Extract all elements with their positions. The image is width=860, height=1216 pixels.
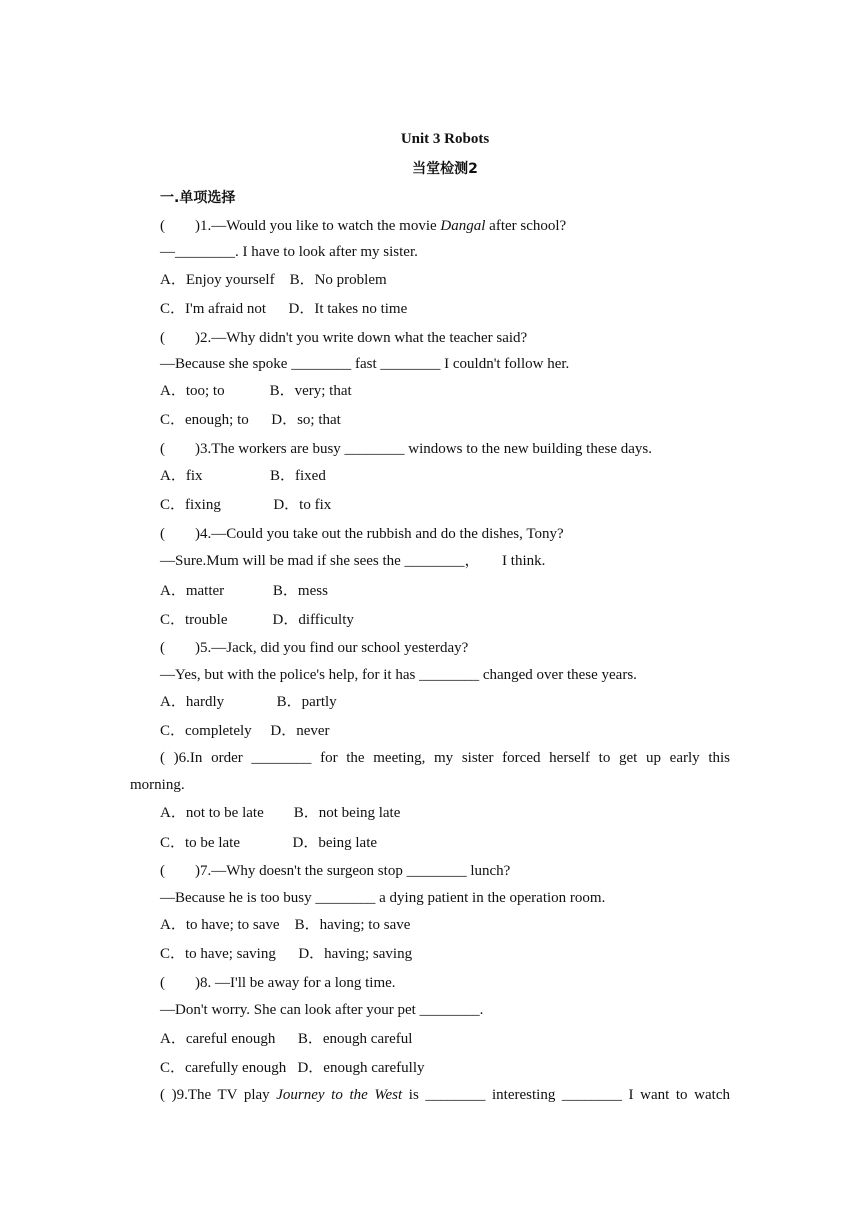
question-7-stem: ( )7.—Why doesn't the surgeon stop ________ lunch?: [160, 863, 511, 879]
question-4-option-a[interactable]: A．matter: [160, 583, 225, 599]
question-1-option-a[interactable]: A．Enjoy yourself: [160, 272, 275, 288]
question-3-options-ab: [160, 466, 326, 486]
question-8-options-ab: [160, 1029, 412, 1049]
question-6-stem: ( )6.In order ________ for the meeting, my sister forced herself to get up early this: [160, 750, 730, 766]
question-5-option-c[interactable]: C．completely: [160, 723, 252, 739]
question-6-option-c[interactable]: C．to be late: [160, 835, 240, 851]
question-4-option-c[interactable]: C．trouble: [160, 612, 228, 628]
question-1-response: —________. I have to look after my sister.: [160, 244, 418, 260]
question-3-option-d[interactable]: D．to fix: [273, 497, 332, 513]
question-9-stem: [160, 1087, 730, 1104]
question-8-option-b[interactable]: B．enough careful: [297, 1031, 413, 1047]
document-title: Unit 3 Robots: [400, 131, 490, 147]
question-1-movie-title: Dangal: [440, 218, 486, 234]
question-5-option-b[interactable]: B．partly: [276, 694, 337, 710]
question-2-options-ab: [160, 381, 352, 401]
question-4-response: —Sure.Mum will be mad if she sees the ________， I think.: [160, 553, 546, 569]
question-3-option-b[interactable]: B．fixed: [270, 468, 326, 484]
question-3-option-c[interactable]: C．fixing: [160, 497, 221, 513]
question-6-option-b[interactable]: B．not being late: [293, 805, 401, 821]
question-1-stem: [160, 216, 566, 236]
question-1-option-d[interactable]: D．It takes no time: [288, 301, 408, 317]
question-8-response: —Don't worry. She can look after your pet ________.: [160, 1002, 484, 1018]
question-1-stem-text: ( )1.—Would you like to watch the movie: [160, 218, 441, 234]
question-3-options-cd: [160, 495, 331, 515]
question-8-option-c[interactable]: C．carefully enough: [160, 1060, 287, 1076]
question-5-options-ab: [160, 692, 337, 712]
question-7-options-ab: [160, 915, 410, 935]
question-2-option-a[interactable]: A．too; to: [160, 383, 225, 399]
question-9-stem-tail: is ________ interesting ________ I want to watch: [402, 1087, 730, 1103]
question-1-options-cd: [160, 299, 407, 319]
question-6-option-a[interactable]: A．not to be late: [160, 805, 264, 821]
question-1-option-c[interactable]: C．I'm afraid not: [160, 301, 267, 317]
question-8-option-d[interactable]: D．enough carefully: [297, 1060, 425, 1076]
question-5-option-a[interactable]: A．hardly: [160, 694, 225, 710]
question-4-options-cd: [160, 610, 354, 630]
question-7-option-d[interactable]: D．having; saving: [298, 946, 413, 962]
question-4-stem: ( )4.—Could you take out the rubbish and do the dishes, Tony?: [160, 526, 564, 542]
question-2-options-cd: [160, 410, 341, 430]
question-6-option-d[interactable]: D．being late: [292, 835, 378, 851]
question-7-option-c[interactable]: C．to have; saving: [160, 946, 276, 962]
question-3-stem: ( )3.The workers are busy ________ windows to the new building these days.: [160, 441, 652, 457]
question-2-response: —Because she spoke ________ fast ________ I couldn't follow her.: [160, 356, 570, 372]
question-2-option-d[interactable]: D．so; that: [271, 412, 341, 428]
question-5-option-d[interactable]: D．never: [270, 723, 330, 739]
question-7-response: —Because he is too busy ________ a dying patient in the operation room.: [160, 890, 606, 906]
question-5-options-cd: [160, 721, 330, 741]
question-6-options-cd: [160, 833, 377, 853]
question-3-option-a[interactable]: A．fix: [160, 468, 203, 484]
question-1-options-ab: [160, 270, 387, 290]
question-8-stem: ( )8. —I'll be away for a long time.: [160, 975, 396, 991]
question-9-stem-text: ( )9.The TV play: [160, 1087, 277, 1103]
question-7-option-b[interactable]: B．having; to save: [294, 917, 411, 933]
question-9-play-title: Journey to the West: [276, 1087, 403, 1103]
question-5-stem: ( )5.—Jack, did you find our school yesterday?: [160, 640, 469, 656]
section-heading: 一.单项选择: [160, 190, 236, 206]
question-8-options-cd: [160, 1058, 425, 1078]
question-1-stem-tail: after school?: [485, 218, 567, 234]
question-2-option-c[interactable]: C．enough; to: [160, 412, 249, 428]
question-4-option-b[interactable]: B．mess: [272, 583, 328, 599]
question-6-stem-wrap: morning.: [130, 777, 185, 793]
question-4-option-d[interactable]: D．difficulty: [272, 612, 354, 628]
document-subtitle: 当堂检测2: [412, 161, 478, 177]
question-8-option-a[interactable]: A．careful enough: [160, 1031, 276, 1047]
question-2-option-b[interactable]: B．very; that: [269, 383, 352, 399]
question-7-option-a[interactable]: A．to have; to save: [160, 917, 280, 933]
question-2-stem: ( )2.—Why didn't you write down what the teacher said?: [160, 330, 528, 346]
question-6-options-ab: [160, 803, 400, 823]
question-1-option-b[interactable]: B．No problem: [289, 272, 387, 288]
question-4-options-ab: [160, 581, 328, 601]
question-7-options-cd: [160, 944, 412, 964]
question-5-response: —Yes, but with the police's help, for it has ________ changed over these years.: [160, 667, 637, 683]
